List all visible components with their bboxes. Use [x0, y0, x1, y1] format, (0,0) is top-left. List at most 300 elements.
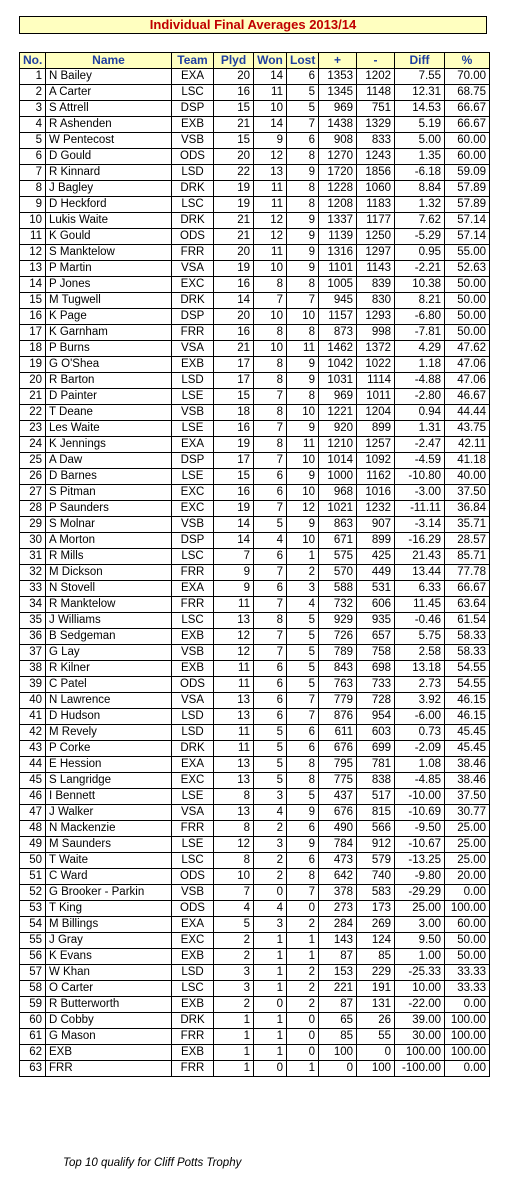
cell-name: D Heckford — [46, 197, 172, 213]
cell-lost: 8 — [287, 389, 319, 405]
cell-diff: -2.09 — [395, 741, 445, 757]
col-header-name: Name — [46, 53, 172, 69]
cell-won: 0 — [254, 997, 287, 1013]
cell-team: LSD — [172, 965, 214, 981]
cell-name: G Mason — [46, 1029, 172, 1045]
cell-lost: 5 — [287, 661, 319, 677]
table-row — [20, 197, 490, 213]
cell-team: VSA — [172, 341, 214, 357]
table-row — [20, 613, 490, 629]
cell-name: P Saunders — [46, 501, 172, 517]
cell-lost: 5 — [287, 645, 319, 661]
cell-plus: 87 — [319, 949, 357, 965]
cell-diff: 14.53 — [395, 101, 445, 117]
cell-diff: -4.88 — [395, 373, 445, 389]
cell-minus: 998 — [357, 325, 395, 341]
cell-pct: 68.75 — [445, 85, 490, 101]
cell-diff: 2.73 — [395, 677, 445, 693]
cell-lost: 1 — [287, 933, 319, 949]
cell-name: S Manktelow — [46, 245, 172, 261]
cell-name: S Attrell — [46, 101, 172, 117]
cell-diff: 10.38 — [395, 277, 445, 293]
cell-lost: 10 — [287, 533, 319, 549]
cell-lost: 9 — [287, 373, 319, 389]
cell-no: 55 — [20, 933, 46, 949]
cell-no: 45 — [20, 773, 46, 789]
cell-name: S Langridge — [46, 773, 172, 789]
cell-plus: 1438 — [319, 117, 357, 133]
cell-plus: 1031 — [319, 373, 357, 389]
table-row — [20, 421, 490, 437]
cell-lost: 10 — [287, 405, 319, 421]
cell-diff: 21.43 — [395, 549, 445, 565]
cell-name: Lukis Waite — [46, 213, 172, 229]
cell-lost: 6 — [287, 69, 319, 85]
cell-minus: 1143 — [357, 261, 395, 277]
cell-lost: 4 — [287, 597, 319, 613]
table-row — [20, 917, 490, 933]
cell-team: EXC — [172, 501, 214, 517]
cell-lost: 9 — [287, 245, 319, 261]
cell-team: ODS — [172, 149, 214, 165]
cell-won: 5 — [254, 725, 287, 741]
cell-diff: -100.00 — [395, 1061, 445, 1077]
cell-diff: 7.55 — [395, 69, 445, 85]
cell-no: 20 — [20, 373, 46, 389]
cell-minus: 781 — [357, 757, 395, 773]
cell-diff: 2.58 — [395, 645, 445, 661]
cell-pct: 46.15 — [445, 709, 490, 725]
table-row — [20, 533, 490, 549]
cell-plyd: 13 — [214, 693, 254, 709]
cell-pct: 36.84 — [445, 501, 490, 517]
cell-pct: 54.55 — [445, 661, 490, 677]
col-header-team: Team — [172, 53, 214, 69]
cell-plus: 763 — [319, 677, 357, 693]
cell-plyd: 9 — [214, 581, 254, 597]
table-row — [20, 645, 490, 661]
cell-plus: 588 — [319, 581, 357, 597]
cell-diff: -2.21 — [395, 261, 445, 277]
cell-plus: 1042 — [319, 357, 357, 373]
cell-team: VSA — [172, 805, 214, 821]
cell-minus: 1243 — [357, 149, 395, 165]
cell-plus: 1014 — [319, 453, 357, 469]
cell-won: 0 — [254, 885, 287, 901]
cell-pct: 45.45 — [445, 725, 490, 741]
table-row — [20, 117, 490, 133]
cell-diff: -10.67 — [395, 837, 445, 853]
cell-name: R Kilner — [46, 661, 172, 677]
cell-plyd: 8 — [214, 853, 254, 869]
cell-name: D Cobby — [46, 1013, 172, 1029]
cell-name: J Bagley — [46, 181, 172, 197]
cell-minus: 1204 — [357, 405, 395, 421]
cell-plus: 378 — [319, 885, 357, 901]
cell-no: 35 — [20, 613, 46, 629]
cell-diff: 1.35 — [395, 149, 445, 165]
cell-name: E Hession — [46, 757, 172, 773]
cell-pct: 25.00 — [445, 837, 490, 853]
cell-won: 7 — [254, 293, 287, 309]
cell-lost: 6 — [287, 853, 319, 869]
cell-plyd: 13 — [214, 805, 254, 821]
cell-no: 19 — [20, 357, 46, 373]
cell-name: J Williams — [46, 613, 172, 629]
cell-diff: -10.80 — [395, 469, 445, 485]
cell-team: LSD — [172, 725, 214, 741]
cell-plyd: 3 — [214, 981, 254, 997]
cell-won: 1 — [254, 965, 287, 981]
cell-team: DSP — [172, 453, 214, 469]
cell-won: 8 — [254, 405, 287, 421]
cell-minus: 517 — [357, 789, 395, 805]
cell-diff: 11.45 — [395, 597, 445, 613]
cell-diff: -9.80 — [395, 869, 445, 885]
cell-team: EXB — [172, 1045, 214, 1061]
cell-name: P Corke — [46, 741, 172, 757]
cell-plyd: 19 — [214, 437, 254, 453]
cell-won: 10 — [254, 309, 287, 325]
cell-no: 44 — [20, 757, 46, 773]
cell-won: 5 — [254, 741, 287, 757]
cell-no: 48 — [20, 821, 46, 837]
cell-lost: 5 — [287, 677, 319, 693]
cell-diff: -6.80 — [395, 309, 445, 325]
cell-pct: 30.77 — [445, 805, 490, 821]
cell-won: 11 — [254, 181, 287, 197]
table-row — [20, 357, 490, 373]
table-row — [20, 309, 490, 325]
cell-plyd: 9 — [214, 565, 254, 581]
cell-diff: -0.46 — [395, 613, 445, 629]
table-row — [20, 389, 490, 405]
cell-name: R Ashenden — [46, 117, 172, 133]
cell-lost: 7 — [287, 709, 319, 725]
cell-lost: 5 — [287, 613, 319, 629]
cell-plyd: 21 — [214, 341, 254, 357]
cell-team: EXC — [172, 485, 214, 501]
table-row — [20, 69, 490, 85]
cell-diff: -3.00 — [395, 485, 445, 501]
cell-plus: 945 — [319, 293, 357, 309]
col-header-diff: Diff — [395, 53, 445, 69]
cell-pct: 50.00 — [445, 293, 490, 309]
cell-name: N Mackenzie — [46, 821, 172, 837]
cell-no: 16 — [20, 309, 46, 325]
cell-pct: 66.67 — [445, 117, 490, 133]
cell-won: 4 — [254, 533, 287, 549]
cell-plyd: 2 — [214, 933, 254, 949]
cell-team: EXC — [172, 773, 214, 789]
cell-team: FRR — [172, 1061, 214, 1077]
cell-pct: 85.71 — [445, 549, 490, 565]
cell-diff: -6.18 — [395, 165, 445, 181]
col-header-pct: % — [445, 53, 490, 69]
table-row — [20, 437, 490, 453]
cell-pct: 60.00 — [445, 917, 490, 933]
table-row — [20, 885, 490, 901]
cell-plus: 789 — [319, 645, 357, 661]
cell-minus: 1202 — [357, 69, 395, 85]
cell-won: 2 — [254, 869, 287, 885]
cell-plus: 575 — [319, 549, 357, 565]
cell-lost: 9 — [287, 357, 319, 373]
cell-won: 2 — [254, 821, 287, 837]
cell-diff: -10.69 — [395, 805, 445, 821]
cell-team: DRK — [172, 1013, 214, 1029]
cell-name: S Molnar — [46, 517, 172, 533]
cell-lost: 8 — [287, 277, 319, 293]
cell-diff: 5.19 — [395, 117, 445, 133]
table-row — [20, 709, 490, 725]
cell-no: 11 — [20, 229, 46, 245]
cell-minus: 733 — [357, 677, 395, 693]
cell-no: 30 — [20, 533, 46, 549]
cell-team: LSE — [172, 837, 214, 853]
cell-won: 3 — [254, 837, 287, 853]
cell-team: EXA — [172, 69, 214, 85]
cell-won: 7 — [254, 645, 287, 661]
cell-plyd: 14 — [214, 533, 254, 549]
cell-team: DSP — [172, 533, 214, 549]
cell-pct: 33.33 — [445, 965, 490, 981]
cell-won: 4 — [254, 901, 287, 917]
cell-lost: 6 — [287, 741, 319, 757]
cell-plus: 642 — [319, 869, 357, 885]
table-row — [20, 181, 490, 197]
cell-plyd: 11 — [214, 597, 254, 613]
cell-team: DSP — [172, 309, 214, 325]
table-row — [20, 453, 490, 469]
cell-pct: 50.00 — [445, 277, 490, 293]
cell-no: 54 — [20, 917, 46, 933]
cell-won: 12 — [254, 229, 287, 245]
cell-pct: 38.46 — [445, 757, 490, 773]
cell-minus: 603 — [357, 725, 395, 741]
cell-pct: 33.33 — [445, 981, 490, 997]
cell-minus: 425 — [357, 549, 395, 565]
cell-diff: 1.18 — [395, 357, 445, 373]
cell-no: 43 — [20, 741, 46, 757]
cell-plus: 929 — [319, 613, 357, 629]
cell-name: M Revely — [46, 725, 172, 741]
cell-pct: 100.00 — [445, 1013, 490, 1029]
cell-minus: 899 — [357, 533, 395, 549]
cell-won: 8 — [254, 437, 287, 453]
cell-name: K Garnham — [46, 325, 172, 341]
cell-minus: 1183 — [357, 197, 395, 213]
cell-pct: 55.00 — [445, 245, 490, 261]
cell-plus: 671 — [319, 533, 357, 549]
cell-minus: 229 — [357, 965, 395, 981]
table-row — [20, 869, 490, 885]
averages-table — [19, 52, 490, 1077]
cell-diff: -5.29 — [395, 229, 445, 245]
cell-diff: 100.00 — [395, 1045, 445, 1061]
cell-lost: 6 — [287, 821, 319, 837]
cell-diff: 10.00 — [395, 981, 445, 997]
cell-plyd: 21 — [214, 229, 254, 245]
cell-diff: 25.00 — [395, 901, 445, 917]
cell-plyd: 15 — [214, 133, 254, 149]
cell-minus: 839 — [357, 277, 395, 293]
cell-name: M Tugwell — [46, 293, 172, 309]
cell-plyd: 2 — [214, 997, 254, 1013]
cell-team: DRK — [172, 213, 214, 229]
table-row — [20, 821, 490, 837]
cell-plyd: 16 — [214, 277, 254, 293]
table-body — [20, 69, 490, 1077]
cell-plyd: 20 — [214, 69, 254, 85]
cell-won: 7 — [254, 597, 287, 613]
cell-plus: 1353 — [319, 69, 357, 85]
cell-diff: 8.21 — [395, 293, 445, 309]
cell-plus: 676 — [319, 805, 357, 821]
cell-lost: 5 — [287, 85, 319, 101]
cell-diff: 5.00 — [395, 133, 445, 149]
cell-no: 25 — [20, 453, 46, 469]
cell-pct: 54.55 — [445, 677, 490, 693]
cell-team: EXB — [172, 661, 214, 677]
cell-pct: 77.78 — [445, 565, 490, 581]
table-row — [20, 149, 490, 165]
cell-name: N Bailey — [46, 69, 172, 85]
cell-name: D Painter — [46, 389, 172, 405]
cell-name: D Barnes — [46, 469, 172, 485]
cell-lost: 2 — [287, 965, 319, 981]
cell-minus: 830 — [357, 293, 395, 309]
cell-diff: -25.33 — [395, 965, 445, 981]
cell-name: M Saunders — [46, 837, 172, 853]
cell-won: 7 — [254, 389, 287, 405]
table-row — [20, 1013, 490, 1029]
cell-plus: 1101 — [319, 261, 357, 277]
cell-name: Les Waite — [46, 421, 172, 437]
cell-pct: 58.33 — [445, 629, 490, 645]
cell-name: A Carter — [46, 85, 172, 101]
cell-no: 22 — [20, 405, 46, 421]
cell-lost: 9 — [287, 517, 319, 533]
cell-won: 10 — [254, 261, 287, 277]
table-row — [20, 405, 490, 421]
cell-no: 23 — [20, 421, 46, 437]
cell-no: 57 — [20, 965, 46, 981]
cell-plus: 1208 — [319, 197, 357, 213]
cell-name: W Khan — [46, 965, 172, 981]
cell-team: LSE — [172, 389, 214, 405]
cell-name: J Gray — [46, 933, 172, 949]
cell-lost: 9 — [287, 165, 319, 181]
cell-pct: 50.00 — [445, 309, 490, 325]
cell-team: VSB — [172, 405, 214, 421]
table-row — [20, 629, 490, 645]
cell-team: VSB — [172, 517, 214, 533]
cell-team: EXB — [172, 949, 214, 965]
cell-plyd: 16 — [214, 85, 254, 101]
cell-plyd: 2 — [214, 949, 254, 965]
cell-minus: 907 — [357, 517, 395, 533]
cell-diff: 39.00 — [395, 1013, 445, 1029]
cell-no: 36 — [20, 629, 46, 645]
cell-plus: 100 — [319, 1045, 357, 1061]
cell-won: 5 — [254, 517, 287, 533]
cell-no: 8 — [20, 181, 46, 197]
cell-minus: 1257 — [357, 437, 395, 453]
table-row — [20, 325, 490, 341]
cell-lost: 1 — [287, 1061, 319, 1077]
table-row — [20, 997, 490, 1013]
cell-diff: -9.50 — [395, 821, 445, 837]
cell-no: 56 — [20, 949, 46, 965]
cell-name: FRR — [46, 1061, 172, 1077]
cell-lost: 6 — [287, 725, 319, 741]
cell-no: 41 — [20, 709, 46, 725]
cell-no: 61 — [20, 1029, 46, 1045]
cell-team: ODS — [172, 869, 214, 885]
cell-minus: 1114 — [357, 373, 395, 389]
cell-won: 0 — [254, 1061, 287, 1077]
cell-pct: 44.44 — [445, 405, 490, 421]
cell-minus: 449 — [357, 565, 395, 581]
cell-diff: 5.75 — [395, 629, 445, 645]
cell-lost: 0 — [287, 1029, 319, 1045]
cell-pct: 58.33 — [445, 645, 490, 661]
cell-no: 1 — [20, 69, 46, 85]
cell-pct: 52.63 — [445, 261, 490, 277]
cell-pct: 47.06 — [445, 373, 490, 389]
cell-won: 6 — [254, 581, 287, 597]
cell-minus: 173 — [357, 901, 395, 917]
cell-team: LSE — [172, 789, 214, 805]
cell-lost: 3 — [287, 581, 319, 597]
cell-minus: 1177 — [357, 213, 395, 229]
cell-name: K Page — [46, 309, 172, 325]
cell-lost: 11 — [287, 341, 319, 357]
cell-plus: 1345 — [319, 85, 357, 101]
cell-no: 17 — [20, 325, 46, 341]
cell-no: 3 — [20, 101, 46, 117]
cell-won: 14 — [254, 69, 287, 85]
cell-won: 6 — [254, 693, 287, 709]
cell-minus: 131 — [357, 997, 395, 1013]
table-row — [20, 469, 490, 485]
cell-name: P Martin — [46, 261, 172, 277]
cell-plyd: 17 — [214, 373, 254, 389]
cell-plus: 1462 — [319, 341, 357, 357]
cell-plus: 968 — [319, 485, 357, 501]
cell-plus: 775 — [319, 773, 357, 789]
cell-pct: 46.15 — [445, 693, 490, 709]
cell-won: 10 — [254, 341, 287, 357]
cell-team: VSB — [172, 645, 214, 661]
cell-diff: -6.00 — [395, 709, 445, 725]
cell-plus: 1720 — [319, 165, 357, 181]
cell-name: R Butterworth — [46, 997, 172, 1013]
cell-diff: 1.31 — [395, 421, 445, 437]
table-row — [20, 741, 490, 757]
cell-name: M Billings — [46, 917, 172, 933]
cell-name: B Sedgeman — [46, 629, 172, 645]
cell-minus: 758 — [357, 645, 395, 661]
cell-won: 1 — [254, 933, 287, 949]
cell-lost: 2 — [287, 981, 319, 997]
cell-team: LSE — [172, 421, 214, 437]
cell-no: 12 — [20, 245, 46, 261]
cell-won: 8 — [254, 373, 287, 389]
cell-plyd: 19 — [214, 501, 254, 517]
cell-won: 1 — [254, 1045, 287, 1061]
